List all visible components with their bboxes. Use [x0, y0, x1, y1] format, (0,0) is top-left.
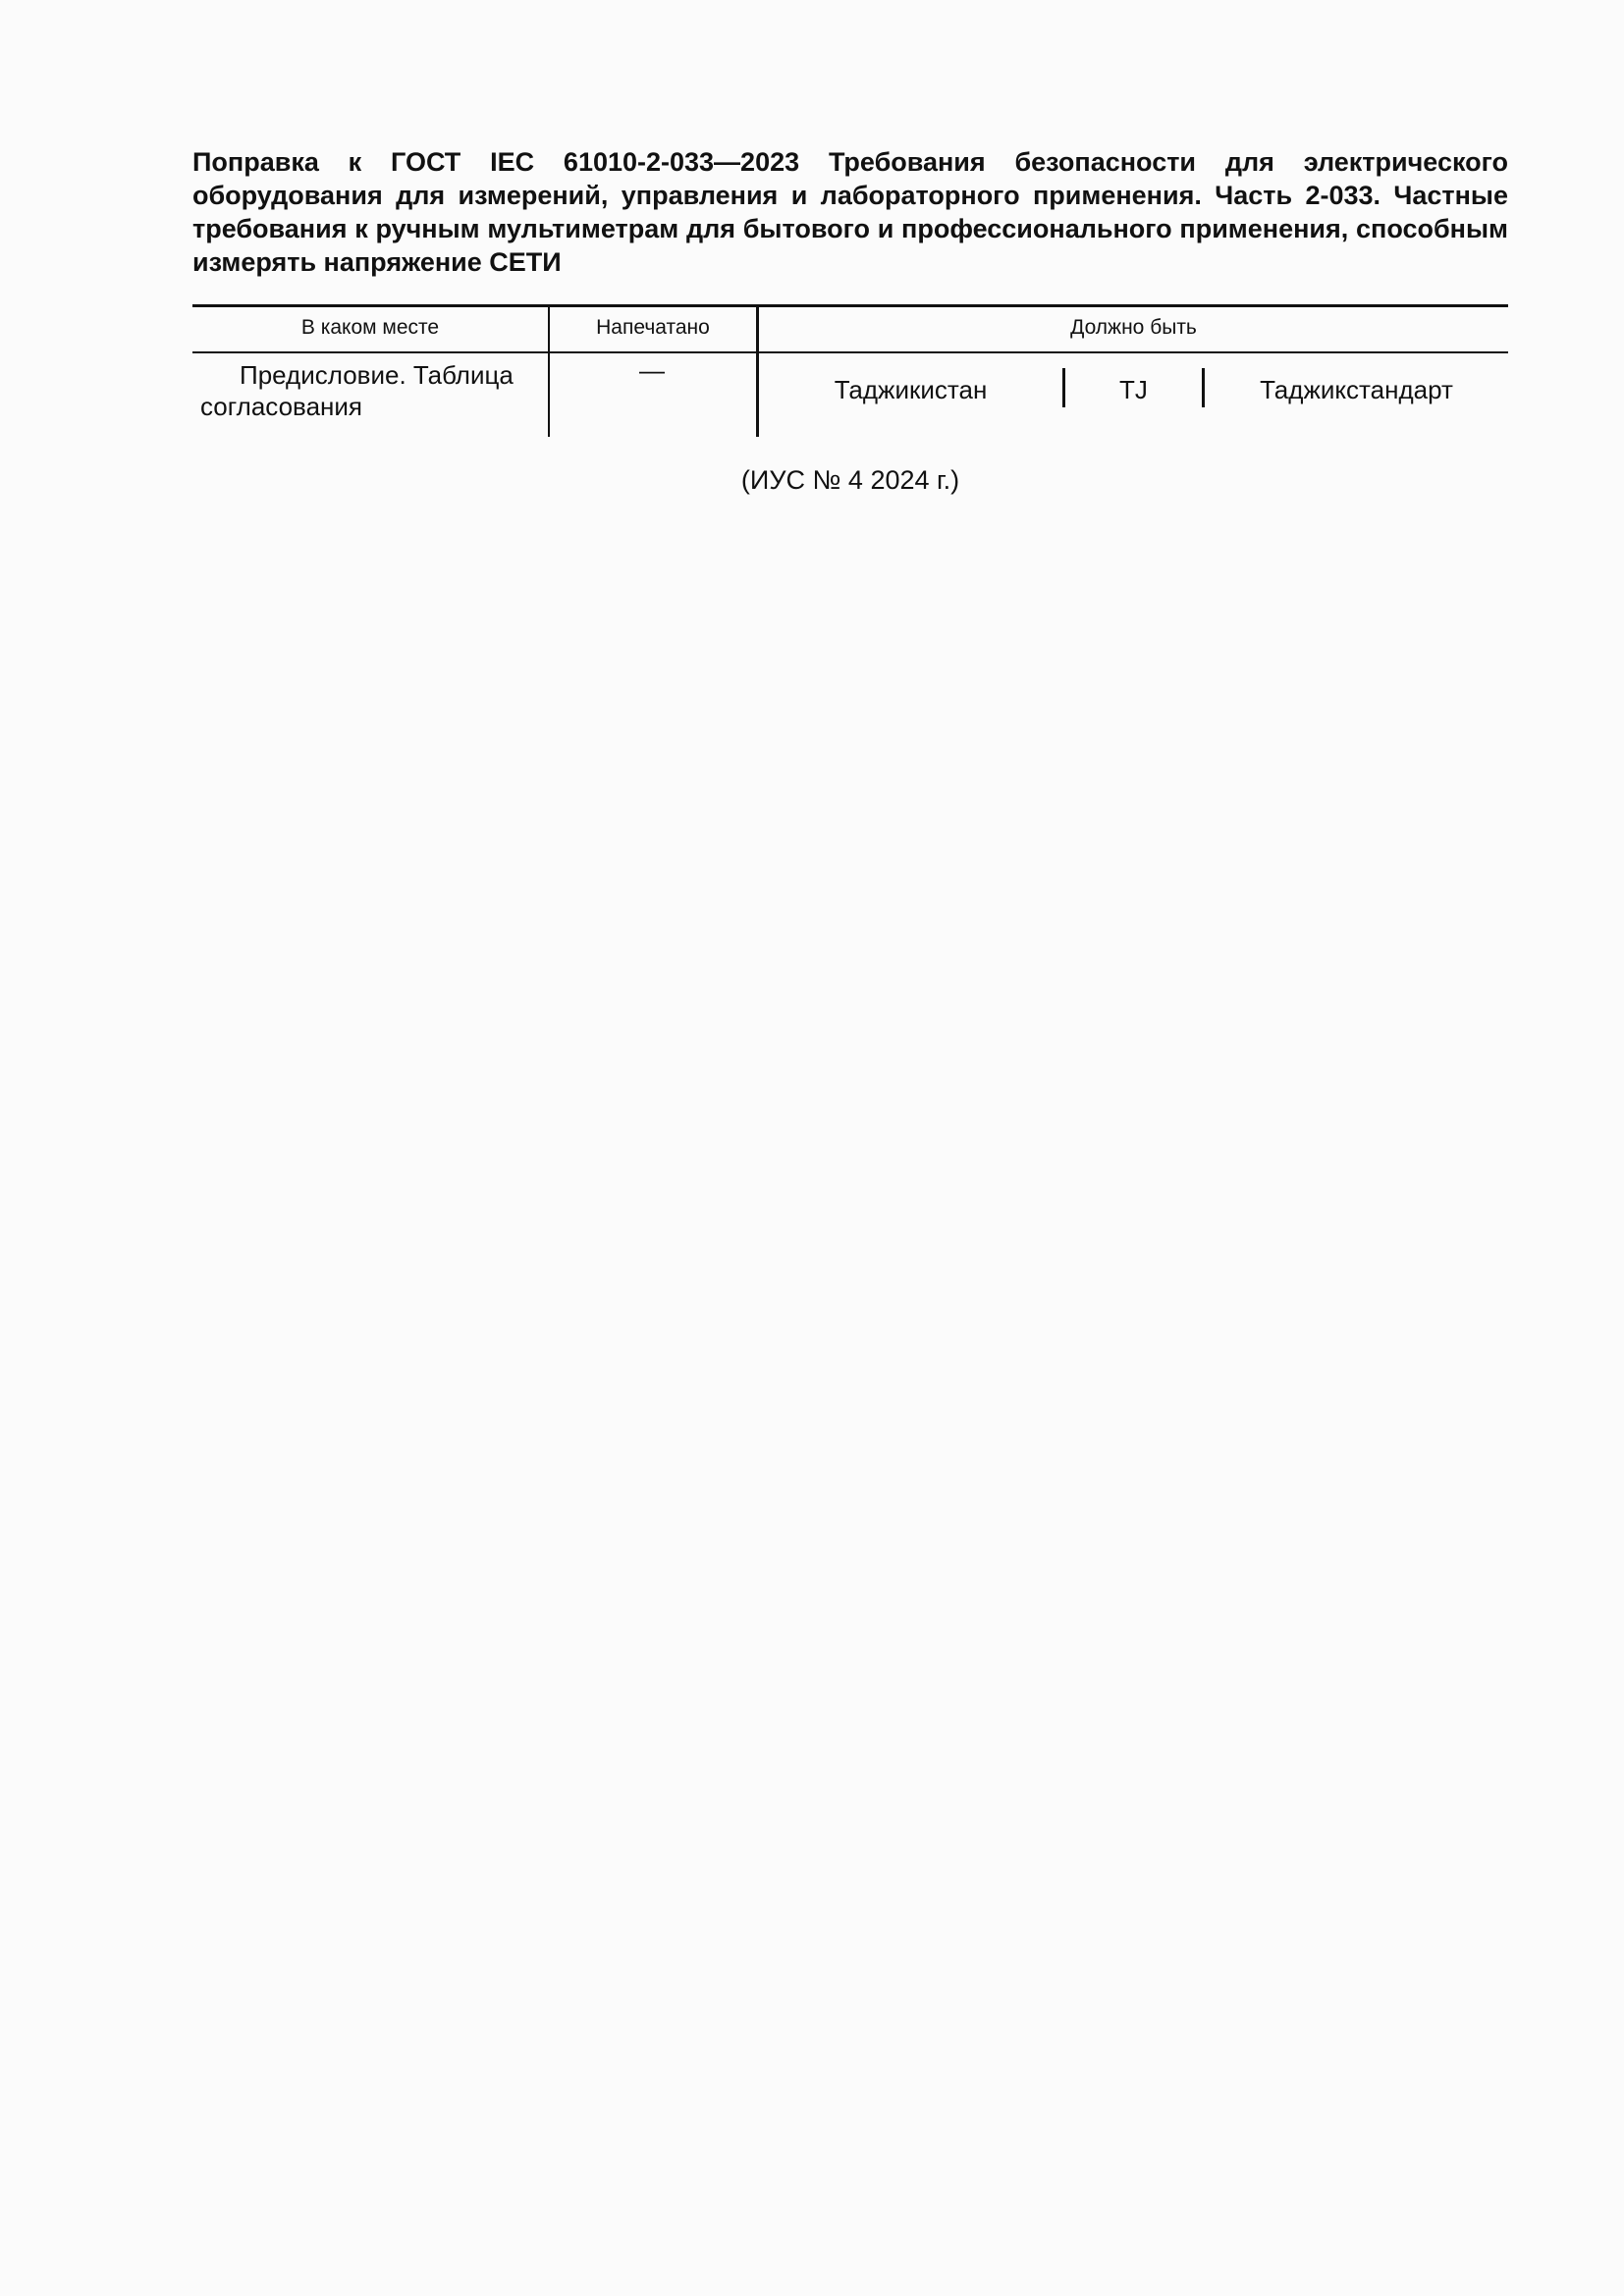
- table-header-rule: [192, 351, 1508, 353]
- document-title: Поправка к ГОСТ IEC 61010-2-033—2023 Требования безопасности для электрического оборудования для измерений, управления и лабораторного применения. Часть 2-033. Частные требования к ручным мультиметрам для бытового и профессионального применения, способным измерять напряжение СЕТИ: [192, 147, 1508, 277]
- row-printed: —: [639, 355, 665, 385]
- header-place: В каком месте: [300, 316, 440, 339]
- table-top-rule: [192, 304, 1508, 307]
- row-standards-body: Таджикстандарт: [1260, 375, 1453, 404]
- row-place: Предисловие. Таблица согласования: [200, 360, 514, 421]
- header-printed: Напечатано: [596, 316, 710, 339]
- row-country: Таджикистан: [834, 375, 988, 404]
- amendment-table: [192, 304, 1508, 437]
- header-should-be: Должно быть: [1070, 316, 1197, 339]
- publication-reference: (ИУС № 4 2024 г.): [740, 465, 960, 495]
- row-country-code: TJ: [1119, 375, 1148, 404]
